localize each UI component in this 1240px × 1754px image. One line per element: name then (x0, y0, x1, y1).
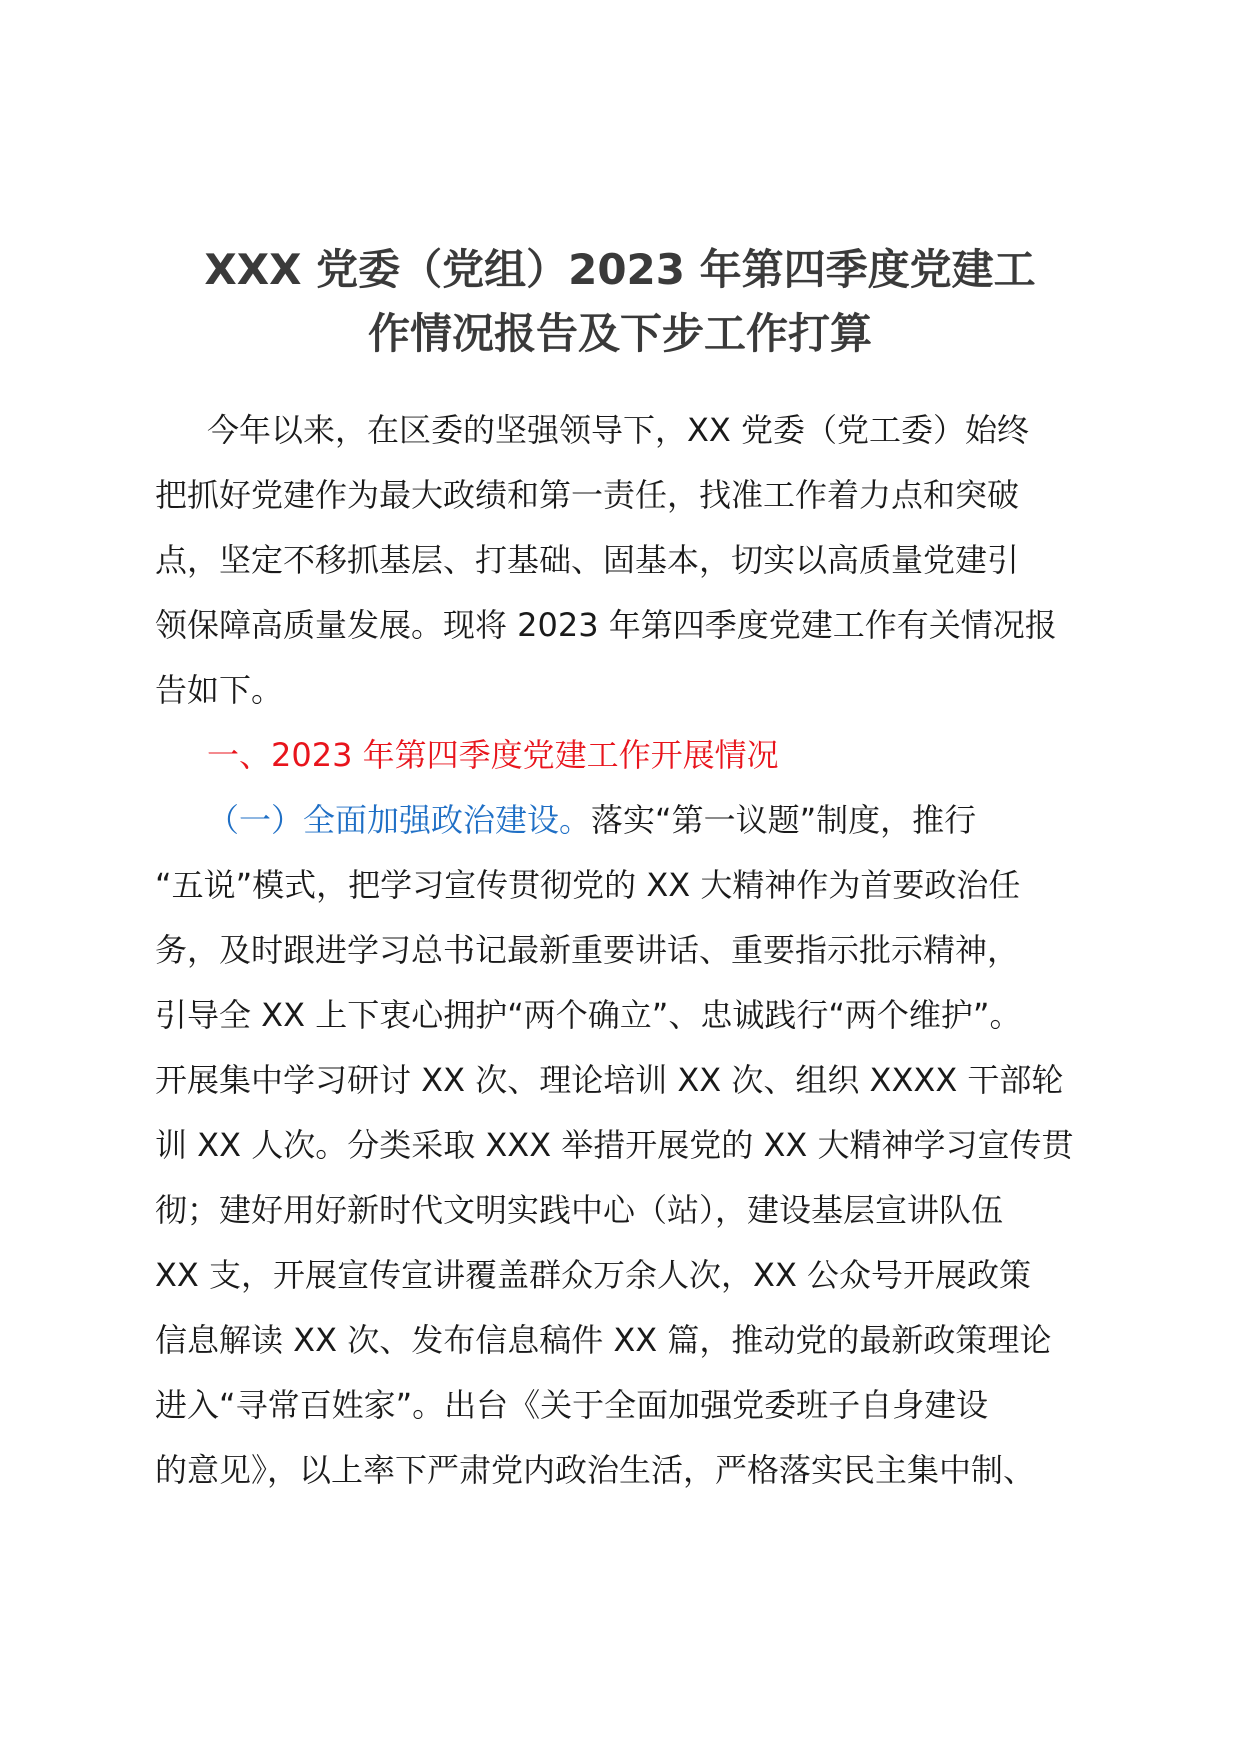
subsection-heading: （一）全面加强政治建设。 (207, 801, 592, 839)
intro-paragraph (155, 398, 1095, 723)
paragraph-line: 把抓好党建作为最大政绩和第一责任，找准工作着力点和突破 (155, 476, 1020, 514)
paragraph-line: 领保障高质量发展。现将 2023 年第四季度党建工作有关情况报 (155, 606, 1057, 644)
paragraph-line: 彻；建好用好新时代文明实践中心（站），建设基层宣讲队伍 (155, 1191, 1004, 1229)
paragraph-text: 落实“第一议题”制度，推行 (591, 801, 977, 839)
paragraph-line: “五说”模式，把学习宣传贯彻党的 XX 大精神作为首要政治任 (155, 866, 1021, 904)
paragraph-line: 今年以来，在区委的坚强领导下，XX 党委（党工委）始终 (207, 411, 1030, 449)
document-title (140, 238, 1100, 366)
title-line: XXX 党委（党组）2023 年第四季度党建工 (204, 245, 1036, 294)
paragraph-line: 告如下。 (155, 671, 284, 709)
paragraph-line: 务，及时跟进学习总书记最新重要讲话、重要指示批示精神， (155, 931, 1020, 969)
section-heading: 一、2023 年第四季度党建工作开展情况 (207, 736, 779, 774)
paragraph-line: 引导全 XX 上下衷心拥护“两个确立”、忠诚践行“两个维护”。 (155, 996, 1022, 1034)
paragraph-line: 的意见》，以上率下严肃党内政治生活，严格落实民主集中制、 (155, 1451, 1036, 1489)
paragraph-line (155, 788, 1095, 853)
paragraph-line: 点，坚定不移抓基层、打基础、固基本，切实以高质量党建引 (155, 541, 1020, 579)
paragraph-line: 信息解读 XX 次、发布信息稿件 XX 篇，推动党的最新政策理论 (155, 1321, 1052, 1359)
paragraph-line: 开展集中学习研讨 XX 次、理论培训 XX 次、组织 XXXX 干部轮 (155, 1061, 1064, 1099)
paragraph-line: 训 XX 人次。分类采取 XXX 举措开展党的 XX 大精神学习宣传贯 (155, 1126, 1074, 1164)
paragraph-line: 进入“寻常百姓家”。出台《关于全面加强党委班子自身建设 (155, 1386, 989, 1424)
paragraph-line: XX 支，开展宣传宣讲覆盖群众万余人次，XX 公众号开展政策 (155, 1256, 1032, 1294)
section-1-paragraph (155, 788, 1095, 1503)
title-line: 作情况报告及下步工作打算 (367, 309, 872, 358)
